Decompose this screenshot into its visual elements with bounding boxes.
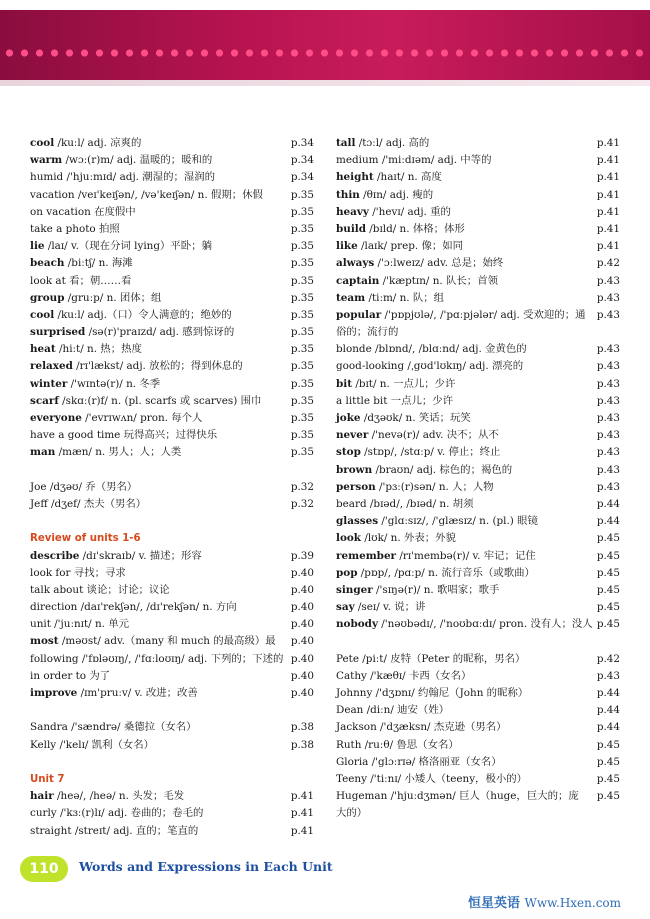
entry-definition: /ɪm'pruːv/ v. 改进；改善 bbox=[77, 687, 198, 699]
entry-definition: beard /bɪəd/, /bɪəd/ n. 胡须 bbox=[336, 497, 474, 510]
entry-definition: /'nevə(r)/ adv. 决不；从不 bbox=[368, 429, 499, 442]
page-reference: p.39 bbox=[290, 549, 314, 562]
word-entry bbox=[30, 805, 314, 822]
entry-definition: /bɪt/ n. 一点儿；少许 bbox=[352, 377, 456, 390]
headword: brown bbox=[336, 463, 373, 476]
word-entry bbox=[336, 582, 620, 599]
word-entry bbox=[336, 719, 620, 736]
entry-definition: /stɒp/, /stɑːp/ v. 停止；终止 bbox=[360, 446, 501, 459]
headword: build bbox=[336, 222, 366, 235]
word-entry bbox=[336, 668, 620, 685]
page-reference: p.41 bbox=[290, 790, 314, 803]
word-entry bbox=[30, 685, 314, 702]
header-banner bbox=[0, 10, 650, 80]
headword: like bbox=[336, 240, 358, 253]
entry-definition: /laɪ/ v.（现在分词 lying）平卧；躺 bbox=[44, 240, 212, 253]
word-entry bbox=[336, 565, 620, 582]
headword: thin bbox=[336, 188, 360, 201]
page-reference: p.35 bbox=[290, 412, 314, 424]
page-reference: p.41 bbox=[596, 222, 620, 235]
headword: cool bbox=[30, 308, 55, 321]
word-entry bbox=[336, 307, 620, 341]
page-reference: p.41 bbox=[596, 188, 620, 201]
page-reference: p.35 bbox=[290, 222, 314, 235]
headword: winter bbox=[30, 377, 68, 390]
word-entry bbox=[30, 479, 314, 496]
entry-definition: /dʒəʊk/ n. 笑话；玩笑 bbox=[360, 412, 471, 425]
word-entry bbox=[30, 255, 314, 272]
entry-definition: /'kæptɪn/ n. 队长；首领 bbox=[379, 274, 498, 287]
page-reference: p.35 bbox=[290, 274, 314, 287]
page-reference: p.40 bbox=[290, 601, 314, 614]
entry-definition: vacation /veɪ'keɪʃən/, /və'keɪʃən/ n. 假期；休假 bbox=[30, 188, 263, 201]
page-number-badge: 110 bbox=[20, 856, 68, 882]
word-entry bbox=[30, 823, 314, 840]
entry-definition: /kuːl/ adj. 凉爽的 bbox=[54, 137, 142, 149]
page-reference: p.43 bbox=[596, 669, 620, 682]
entry-definition: /biːtʃ/ n. 海滩 bbox=[64, 257, 133, 270]
entry-definition: /'sɪŋə(r)/ n. 歌唱家；歌手 bbox=[372, 583, 500, 596]
entry-definition: straight /streɪt/ adj. 直的；笔直的 bbox=[30, 824, 199, 837]
entry-definition: curly /'kɜː(r)lɪ/ adj. 卷曲的；卷毛的 bbox=[30, 807, 204, 820]
headword: pop bbox=[336, 566, 358, 579]
headword: captain bbox=[336, 274, 380, 287]
word-entry bbox=[336, 376, 620, 393]
entry-definition: /skɑː(r)f/ n. (pl. scarfs 或 scarves) 围巾 bbox=[58, 394, 262, 407]
word-entry bbox=[30, 737, 314, 754]
spacer bbox=[30, 754, 314, 771]
headword: remember bbox=[336, 549, 397, 562]
word-entry bbox=[336, 616, 620, 633]
page-reference: p.35 bbox=[290, 360, 314, 373]
page-reference: p.45 bbox=[596, 601, 620, 614]
headword: man bbox=[30, 446, 56, 459]
headword: always bbox=[336, 257, 375, 270]
page-reference: p.42 bbox=[596, 652, 620, 665]
entry-definition: /heə/, /heə/ n. 头发；毛发 bbox=[53, 790, 185, 803]
entry-definition: Jackson /'dʒæksn/ 杰克逊（男名） bbox=[336, 721, 507, 734]
entry-definition: /bɪld/ n. 体格；体形 bbox=[365, 222, 465, 235]
section-heading: Review of units 1-6 bbox=[30, 533, 141, 545]
headword: person bbox=[336, 480, 376, 493]
page-reference: p.43 bbox=[596, 480, 620, 493]
page-reference: p.44 bbox=[596, 515, 620, 528]
page-reference: p.35 bbox=[290, 188, 314, 201]
page-reference: p.41 bbox=[596, 154, 620, 167]
page-reference: p.35 bbox=[290, 377, 314, 390]
headword: say bbox=[336, 601, 355, 614]
entry-definition: /gruːp/ n. 团体；组 bbox=[64, 291, 162, 304]
page-reference: p.40 bbox=[290, 669, 314, 682]
entry-definition: Jeff /dʒef/ 杰夫（男名） bbox=[30, 497, 147, 510]
entry-definition: /'wɪntə(r)/ n. 冬季 bbox=[67, 377, 161, 390]
page-reference: p.40 bbox=[290, 687, 314, 699]
spacer bbox=[30, 462, 314, 479]
entry-definition: talk about 谈论；讨论；议论 bbox=[30, 583, 170, 596]
page-reference: p.41 bbox=[290, 824, 314, 837]
page-reference: p.45 bbox=[596, 790, 620, 803]
headword: most bbox=[30, 635, 59, 648]
word-entry bbox=[336, 444, 620, 461]
page-reference: p.41 bbox=[596, 171, 620, 184]
entry-definition: Pete /piːt/ 皮特（Peter 的昵称，男名） bbox=[336, 652, 526, 665]
entry-definition: humid /'hjuːmɪd/ adj. 潮湿的；湿润的 bbox=[30, 171, 216, 184]
page-reference: p.34 bbox=[290, 171, 314, 184]
entry-definition: blonde /blɒnd/, /blɑːnd/ adj. 金黄色的 bbox=[336, 343, 527, 356]
word-entry bbox=[336, 169, 620, 186]
page-reference: p.43 bbox=[596, 412, 620, 425]
page-reference: p.43 bbox=[596, 274, 620, 287]
word-entry bbox=[30, 651, 314, 668]
word-entry bbox=[30, 427, 314, 444]
page-reference: p.35 bbox=[290, 291, 314, 304]
headword: look bbox=[336, 532, 362, 545]
headword: everyone bbox=[30, 412, 82, 424]
word-entry bbox=[30, 290, 314, 307]
word-entry bbox=[336, 427, 620, 444]
page-reference: p.44 bbox=[596, 687, 620, 700]
entry-definition: /braʊn/ adj. 棕色的；褐色的 bbox=[372, 463, 513, 476]
word-entry bbox=[30, 410, 314, 427]
entry-definition: /θɪn/ adj. 瘦的 bbox=[359, 188, 434, 201]
entry-definition: Sandra /'sændrə/ 桑德拉（女名） bbox=[30, 721, 197, 734]
word-entry bbox=[336, 771, 620, 788]
page-reference: p.43 bbox=[596, 360, 620, 373]
headword: group bbox=[30, 291, 65, 304]
headword: lie bbox=[30, 240, 45, 253]
page-reference: p.45 bbox=[596, 583, 620, 596]
word-entry bbox=[30, 599, 314, 616]
word-entry bbox=[336, 548, 620, 565]
entry-definition: unit /'juːnɪt/ n. 单元 bbox=[30, 618, 130, 631]
entry-definition: /rɪ'membə(r)/ v. 牢记；记住 bbox=[396, 549, 536, 562]
page-reference: p.34 bbox=[290, 154, 314, 167]
page-reference: p.35 bbox=[290, 343, 314, 356]
word-entry bbox=[336, 135, 620, 152]
word-entry bbox=[336, 393, 620, 410]
entry-definition: /'ɔːlweɪz/ adv. 总是；始终 bbox=[374, 257, 504, 270]
word-entry bbox=[30, 221, 314, 238]
entry-definition: direction /daɪ'rekʃən/, /dɪ'rekʃən/ n. 方向 bbox=[30, 601, 237, 614]
page-reference: p.35 bbox=[290, 446, 314, 459]
headword: relaxed bbox=[30, 360, 73, 373]
entry-definition: Kelly /'kelɪ/ 凯利（女名） bbox=[30, 738, 155, 751]
word-entry bbox=[30, 324, 314, 341]
word-entry bbox=[336, 273, 620, 290]
headword: joke bbox=[336, 412, 361, 425]
entry-definition: /tɔːl/ adj. 高的 bbox=[355, 137, 430, 149]
word-entry bbox=[30, 616, 314, 633]
entry-definition: /laɪk/ prep. 像；如同 bbox=[357, 240, 464, 253]
page-reference: p.44 bbox=[596, 704, 620, 717]
page-reference: p.43 bbox=[596, 463, 620, 476]
word-entry bbox=[336, 513, 620, 530]
watermark-url: Www.Hxen.com bbox=[524, 896, 622, 910]
word-entry bbox=[336, 496, 620, 513]
word-entry bbox=[336, 651, 620, 668]
headword: never bbox=[336, 429, 369, 442]
banner-shadow bbox=[0, 80, 650, 86]
word-entry bbox=[30, 582, 314, 599]
word-entry bbox=[336, 204, 620, 221]
page-reference: p.40 bbox=[290, 583, 314, 596]
entry-definition: Ruth /ruːθ/ 鲁思（女名） bbox=[336, 738, 459, 751]
entry-definition: in order to 为了 bbox=[30, 669, 111, 682]
footer-title: Words and Expressions in Each Unit bbox=[79, 859, 333, 874]
page-reference: p.45 bbox=[596, 755, 620, 768]
headword: glasses bbox=[336, 515, 379, 528]
entry-definition: /məʊst/ adv.（many 和 much 的最高级）最 bbox=[58, 635, 276, 648]
entry-definition: /'glɑːsɪz/, /'glæsɪz/ n. (pl.) 眼镜 bbox=[378, 515, 538, 528]
word-entry bbox=[30, 496, 314, 513]
headword: team bbox=[336, 291, 366, 304]
headword: heavy bbox=[336, 205, 369, 218]
watermark bbox=[468, 892, 621, 911]
page-reference: p.40 bbox=[290, 618, 314, 631]
entry-definition: /'pɒpjʊlə/, /'pɑːpjələr/ adj. 受欢迎的；通俗的；流行的 bbox=[336, 308, 586, 339]
word-entry bbox=[336, 410, 620, 427]
entry-definition: Dean /diːn/ 迪安（姓） bbox=[336, 704, 450, 717]
page-reference: p.42 bbox=[596, 257, 620, 270]
page-reference: p.35 bbox=[290, 205, 314, 218]
headword: stop bbox=[336, 446, 361, 459]
entry-definition: /mæn/ n. 男人；人；人类 bbox=[55, 446, 182, 459]
page-reference: p.43 bbox=[596, 446, 620, 459]
entry-definition: /tiːm/ n. 队；组 bbox=[365, 291, 445, 304]
entry-definition: /'nəʊbədɪ/, /'noʊbɑːdɪ/ pron. 没有人；没人 bbox=[377, 618, 593, 631]
headword: surprised bbox=[30, 326, 86, 339]
word-entry bbox=[30, 548, 314, 565]
page-reference: p.45 bbox=[596, 772, 620, 785]
word-entry bbox=[336, 238, 620, 255]
word-entry bbox=[30, 307, 314, 324]
page-reference: p.43 bbox=[596, 343, 620, 356]
word-entry bbox=[30, 668, 314, 685]
entry-definition: /'hevɪ/ adj. 重的 bbox=[368, 205, 451, 218]
section-heading: Unit 7 bbox=[30, 773, 65, 785]
word-entry bbox=[30, 444, 314, 461]
headword: scarf bbox=[30, 394, 59, 407]
word-entry bbox=[336, 358, 620, 375]
page-reference: p.35 bbox=[290, 394, 314, 407]
word-entry bbox=[336, 221, 620, 238]
page-reference: p.40 bbox=[290, 635, 314, 648]
page-reference: p.35 bbox=[290, 257, 314, 270]
page-reference: p.44 bbox=[596, 497, 620, 510]
headword: tall bbox=[336, 137, 356, 149]
word-entry bbox=[30, 565, 314, 582]
headword: nobody bbox=[336, 618, 378, 631]
headword: singer bbox=[336, 583, 373, 596]
word-entry bbox=[30, 204, 314, 221]
word-entry bbox=[336, 754, 620, 771]
spacer bbox=[30, 513, 314, 530]
page-reference: p.32 bbox=[290, 497, 314, 510]
word-entry bbox=[30, 393, 314, 410]
entry-definition: Joe /dʒəʊ/ 乔（男名） bbox=[30, 480, 138, 493]
page-reference: p.34 bbox=[290, 137, 314, 149]
entry-definition: /sə(r)'praɪzd/ adj. 感到惊讶的 bbox=[85, 326, 235, 339]
entry-definition: look for 寻找；寻求 bbox=[30, 566, 126, 579]
page-reference: p.32 bbox=[290, 480, 314, 493]
right-word-column bbox=[336, 135, 620, 823]
entry-definition: Gloria /'glɔːrɪə/ 格洛丽亚（女名） bbox=[336, 755, 502, 768]
entry-definition: a little bit 一点儿；少许 bbox=[336, 394, 454, 407]
word-entry bbox=[30, 788, 314, 805]
entry-definition: /seɪ/ v. 说；讲 bbox=[354, 601, 426, 614]
word-entry bbox=[336, 702, 620, 719]
word-entry bbox=[336, 462, 620, 479]
page-reference: p.45 bbox=[596, 532, 620, 545]
left-word-column bbox=[30, 135, 314, 840]
entry-definition: /rɪ'lækst/ adj. 放松的；得到休息的 bbox=[72, 360, 243, 373]
word-entry bbox=[30, 273, 314, 290]
page-reference: p.41 bbox=[290, 807, 314, 820]
word-entry bbox=[336, 788, 620, 822]
entry-definition: Cathy /'kæθɪ/ 卡西（女名） bbox=[336, 669, 472, 682]
word-entry bbox=[30, 152, 314, 169]
headword: beach bbox=[30, 257, 65, 270]
headword: cool bbox=[30, 137, 55, 149]
entry-definition: /'evrɪwʌn/ pron. 每个人 bbox=[81, 412, 203, 424]
word-entry bbox=[336, 599, 620, 616]
word-entry bbox=[336, 290, 620, 307]
word-entry bbox=[30, 376, 314, 393]
page-reference: p.43 bbox=[596, 394, 620, 407]
entry-definition: Hugeman /'hjuːdʒmən/ 巨人（huge，巨大的；庞大的） bbox=[336, 790, 579, 820]
word-entry bbox=[30, 238, 314, 255]
entry-definition: take a photo 拍照 bbox=[30, 222, 120, 235]
entry-definition: /hiːt/ n. 热；热度 bbox=[55, 343, 142, 356]
page-reference: p.45 bbox=[596, 738, 620, 751]
word-entry bbox=[30, 187, 314, 204]
word-entry bbox=[336, 685, 620, 702]
word-entry bbox=[30, 633, 314, 650]
entry-definition: /pɒp/, /pɑːp/ n. 流行音乐（或歌曲） bbox=[357, 566, 535, 579]
headword: hair bbox=[30, 790, 54, 803]
spacer bbox=[336, 633, 620, 650]
entry-definition: Teeny /'tiːnɪ/ 小矮人（teeny，极小的） bbox=[336, 772, 528, 785]
page-reference: p.45 bbox=[596, 549, 620, 562]
headword: bit bbox=[336, 377, 353, 390]
page-reference: p.41 bbox=[596, 205, 620, 218]
headword: popular bbox=[336, 308, 382, 321]
word-entry bbox=[336, 530, 620, 547]
headword: heat bbox=[30, 343, 56, 356]
page-reference: p.41 bbox=[596, 240, 620, 253]
word-entry bbox=[336, 152, 620, 169]
entry-definition: have a good time 玩得高兴；过得快乐 bbox=[30, 429, 218, 442]
page-reference: p.41 bbox=[596, 137, 620, 149]
page-reference: p.40 bbox=[290, 652, 314, 665]
word-entry bbox=[336, 341, 620, 358]
word-entry bbox=[336, 255, 620, 272]
entry-definition: /kuːl/ adj.（口）令人满意的；绝妙的 bbox=[54, 308, 232, 321]
word-entry bbox=[336, 187, 620, 204]
spacer bbox=[30, 702, 314, 719]
headword: improve bbox=[30, 687, 78, 699]
word-entry bbox=[336, 479, 620, 496]
entry-definition: Johnny /'dʒɒnɪ/ 约翰尼（John 的昵称） bbox=[336, 687, 529, 700]
page-reference: p.40 bbox=[290, 566, 314, 579]
page-reference: p.35 bbox=[290, 429, 314, 442]
page-reference: p.38 bbox=[290, 721, 314, 734]
entry-definition: look at 看；朝……看 bbox=[30, 274, 132, 287]
page-reference: p.45 bbox=[596, 566, 620, 579]
page-reference: p.35 bbox=[290, 240, 314, 253]
entry-definition: /'pɜː(r)sən/ n. 人；人物 bbox=[375, 480, 494, 493]
banner-dots bbox=[0, 48, 650, 58]
headword: describe bbox=[30, 549, 80, 562]
word-entry bbox=[30, 135, 314, 152]
entry-definition: /lʊk/ n. 外表；外貌 bbox=[361, 532, 456, 545]
page-reference: p.43 bbox=[596, 429, 620, 442]
headword: warm bbox=[30, 154, 63, 167]
word-entry bbox=[30, 341, 314, 358]
page-reference: p.35 bbox=[290, 308, 314, 321]
page-reference: p.43 bbox=[596, 308, 620, 321]
word-entry bbox=[30, 358, 314, 375]
page-reference: p.44 bbox=[596, 721, 620, 734]
page-reference: p.43 bbox=[596, 377, 620, 390]
page-reference: p.45 bbox=[596, 618, 620, 631]
entry-definition: medium /'miːdɪəm/ adj. 中等的 bbox=[336, 154, 492, 167]
page-reference: p.43 bbox=[596, 291, 620, 304]
word-entry bbox=[30, 719, 314, 736]
watermark-brand: 恒星英语 bbox=[468, 896, 521, 911]
entry-definition: following /'fɒləʊɪŋ/, /'fɑːloʊɪŋ/ adj. 下列的；下述的 bbox=[30, 652, 284, 665]
entry-definition: /dɪ'skraɪb/ v. 描述；形容 bbox=[79, 549, 202, 562]
entry-definition: /haɪt/ n. 高度 bbox=[373, 171, 442, 184]
entry-definition: good-looking /ˌgʊd'lʊkɪŋ/ adj. 漂亮的 bbox=[336, 360, 524, 373]
headword: height bbox=[336, 171, 374, 184]
entry-definition: on vacation 在度假中 bbox=[30, 205, 136, 218]
word-entry bbox=[30, 169, 314, 186]
page-reference: p.35 bbox=[290, 326, 314, 339]
entry-definition: /wɔː(r)m/ adj. 温暖的；暖和的 bbox=[62, 154, 213, 167]
page-reference: p.38 bbox=[290, 738, 314, 751]
word-entry bbox=[336, 737, 620, 754]
